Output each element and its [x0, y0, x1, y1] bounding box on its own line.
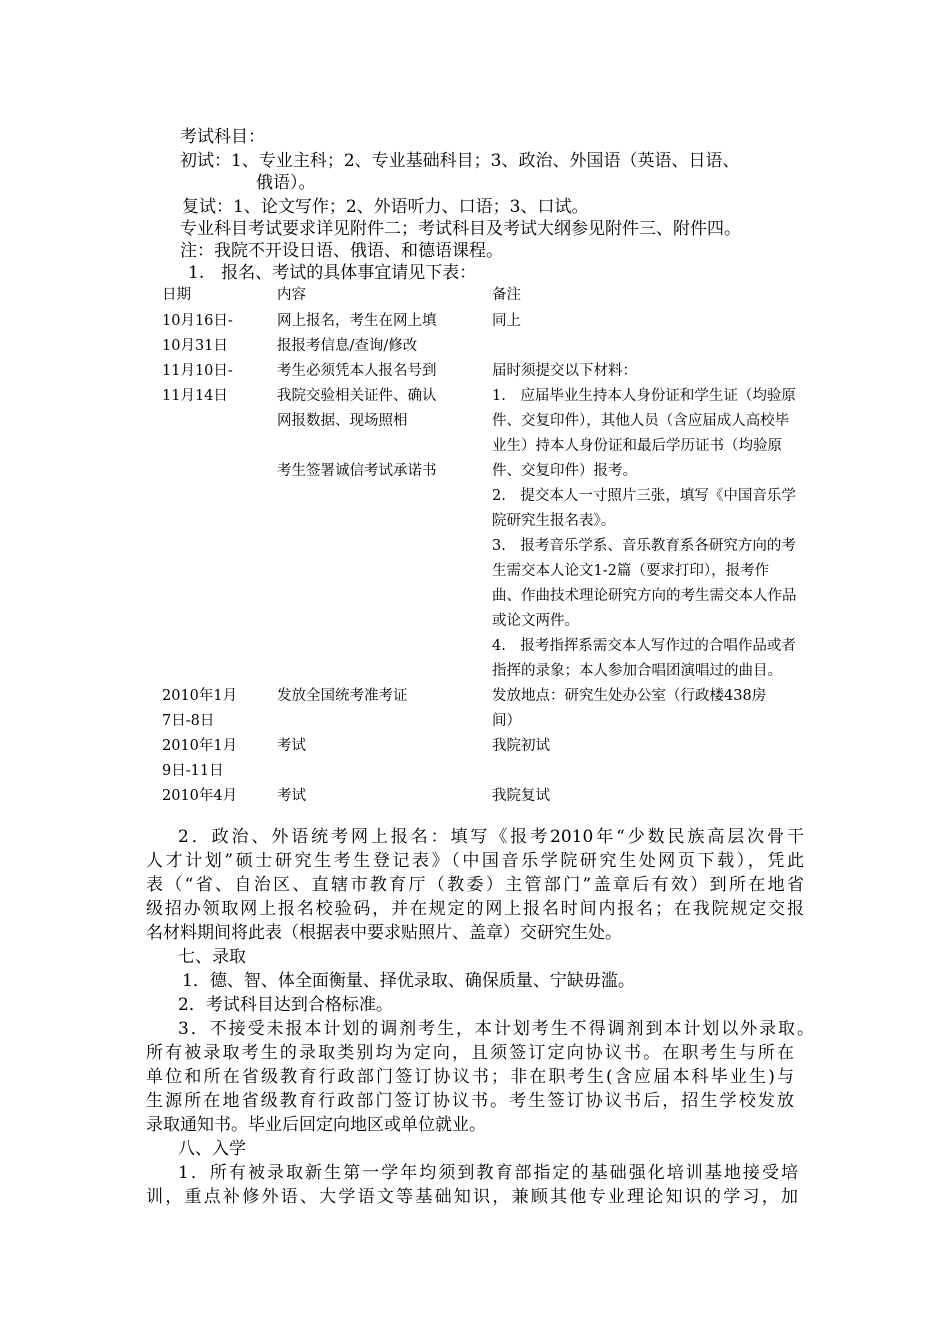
header-content: 内容	[277, 287, 306, 303]
row-remark: 生需交本人论文1-2篇（要求打印），报考作	[492, 563, 770, 579]
row-remark: 指挥的录象；本人参加合唱团演唱过的曲目。	[492, 663, 782, 679]
row-content: 我院交验相关证件、确认	[277, 388, 437, 404]
row-remark: 我院复试	[492, 788, 550, 804]
initial-exam-line-1: 初试：1、专业主科；2、专业基础科目；3、政治、外国语（英语、日语、	[180, 151, 740, 171]
paragraph-line: 2．政治、外语统考网上报名：填写《报考2010年“少数民族高层次骨干	[178, 827, 804, 847]
paragraph-line: 名材料期间将此表（根据表中要求贴照片、盖章）交研究生处。	[146, 923, 622, 943]
admission-item: 1．德、智、体全面衡量、择优录取、确保质量、宁缺毋滥。	[182, 971, 635, 991]
header-date: 日期	[162, 287, 191, 303]
row-date: 2010年1月	[162, 688, 238, 704]
admission-item: 单位和所在省级教育行政部门签订协议书；非在职考生(含应届本科毕业生)与	[146, 1067, 794, 1087]
row-content: 考生必须凭本人报名号到	[277, 363, 437, 379]
subjects-heading: 考试科目：	[180, 127, 265, 147]
row-remark: 件、交复印件）报考。	[492, 463, 637, 479]
row-remark: 发放地点：研究生处办公室（行政楼438房	[492, 688, 767, 704]
row-remark: 业生）持本人身份证和最后学历证书（均验原	[492, 438, 782, 454]
enrollment-item: 1．所有被录取新生第一学年均须到教育部指定的基础强化培训基地接受培	[178, 1163, 798, 1183]
admission-item: 2．考试科目达到合格标准。	[178, 995, 393, 1015]
paragraph-line: 人才计划”硕士研究生考生登记表》（中国音乐学院研究生处网页下载），凭此	[146, 851, 804, 871]
row-content: 考生签署诚信考试承诺书	[277, 463, 437, 479]
item1-heading: 1. 报名、考试的具体事宜请见下表：	[188, 263, 477, 283]
row-date: 10月16日-	[162, 313, 233, 329]
paragraph-line: 级招办领取网上报名校验码，并在规定的网上报名时间内报名；在我院规定交报	[146, 899, 804, 919]
row-remark: 同上	[492, 313, 521, 329]
row-date: 7日-8日	[162, 713, 215, 729]
row-remark: 曲、作曲技术理论研究方向的考生需交本人作品	[492, 588, 797, 604]
row-remark: 届时须提交以下材料：	[492, 363, 637, 379]
row-remark: 我院初试	[492, 738, 550, 754]
row-date: 10月31日	[162, 338, 228, 354]
row-content: 报报考信息/查询/修改	[277, 338, 418, 354]
row-content: 发放全国统考准考证	[277, 688, 408, 704]
admission-item: 生源所在地省级教育行政部门签订协议书。考生签订协议书后，招生学校发放	[146, 1091, 794, 1111]
enrollment-item: 训，重点补修外语、大学语文等基础知识，兼顾其他专业理论知识的学习，加	[146, 1187, 798, 1207]
row-content: 考试	[277, 738, 306, 754]
admission-item: 3．不接受未报本计划的调剂考生，本计划考生不得调剂到本计划以外录取。	[178, 1019, 814, 1039]
row-remark: 或论文两件。	[492, 613, 579, 629]
admission-item: 所有被录取考生的录取类别均为定向，且须签订定向协议书。在职考生与所在	[146, 1043, 794, 1063]
row-remark: 间）	[492, 713, 521, 729]
section-heading: 七、录取	[178, 947, 246, 967]
row-date: 11月10日-	[162, 363, 233, 379]
paragraph-line: 表（“省、自治区、直辖市教育厅（教委）主管部门”盖章后有效）到所在地省	[146, 875, 804, 895]
row-content: 网报数据、现场照相	[277, 413, 408, 429]
row-remark: 3. 报考音乐学系、音乐教育系各研究方向的考	[492, 538, 796, 554]
row-content: 网上报名，考生在网上填	[277, 313, 437, 329]
row-remark: 2. 提交本人一寸照片三张，填写《中国音乐学	[492, 488, 796, 504]
detail-note: 专业科目考试要求详见附件二；考试科目及考试大纲参见附件三、附件四。	[180, 219, 741, 239]
row-remark: 4. 报考指挥系需交本人写作过的合唱作品或者	[492, 638, 796, 654]
initial-exam-line-2: 俄语）。	[256, 173, 316, 193]
row-remark: 1. 应届毕业生持本人身份证和学生证（均验原	[492, 388, 796, 404]
row-date: 9日-11日	[162, 763, 224, 779]
row-date: 2010年4月	[162, 788, 238, 804]
retest-line: 复试：1、论文写作；2、外语听力、口语；3、口试。	[182, 197, 589, 217]
row-remark: 院研究生报名表》。	[492, 513, 616, 529]
row-content: 考试	[277, 788, 306, 804]
row-date: 11月14日	[162, 388, 228, 404]
header-remark: 备注	[492, 287, 521, 303]
section-heading: 八、入学	[178, 1139, 246, 1159]
row-date: 2010年1月	[162, 738, 238, 754]
row-remark: 件、交复印件），其他人员（含应届成人高校毕	[492, 413, 790, 429]
admission-item: 录取通知书。毕业后回定向地区或单位就业。	[146, 1115, 486, 1135]
note-line: 注：我院不开设日语、俄语、和德语课程。	[180, 241, 503, 261]
